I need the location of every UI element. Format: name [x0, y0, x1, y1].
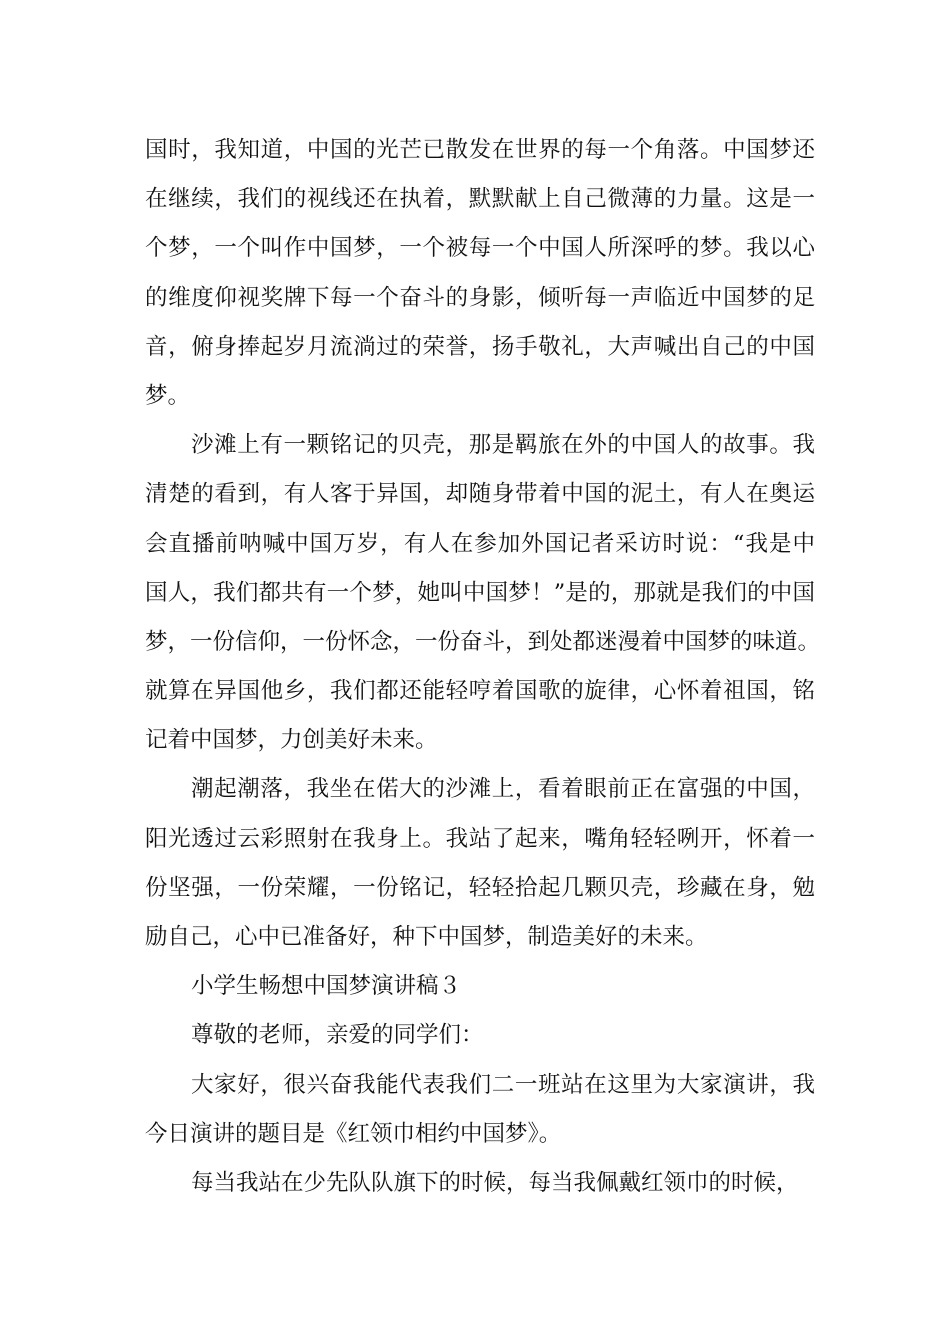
- paragraph-6: [145, 1061, 815, 1159]
- paragraph-2: [145, 421, 821, 765]
- paragraph-1: [145, 126, 815, 421]
- text-line: 梦，一份信仰，一份怀念，一份奋斗，到处都迷漫着中国梦的味道。: [145, 628, 821, 655]
- text-line: 尊敬的老师，亲爱的同学们：: [191, 1022, 484, 1049]
- text-line: 份坚强，一份荣耀，一份铭记，轻轻拾起几颗贝壳，珍藏在身，勉: [145, 874, 815, 901]
- text-line: 音，俯身捧起岁月流淌过的荣誉，扬手敬礼，大声喊出自己的中国: [145, 333, 815, 360]
- text-line: 记着中国梦，力创美好未来。: [145, 727, 438, 754]
- text-line: 潮起潮落，我坐在偌大的沙滩上，看着眼前正在富强的中国，: [191, 776, 815, 803]
- text-line: 今日演讲的题目是《红领巾相约中国梦》。: [145, 1120, 562, 1147]
- text-line: 小学生畅想中国梦演讲稿３: [191, 973, 462, 1000]
- paragraph-7: [145, 1159, 815, 1208]
- document-body: [145, 126, 821, 1208]
- text-line: 在继续，我们的视线还在执着，默默献上自己微薄的力量。这是一: [145, 186, 815, 213]
- text-line: 就算在异国他乡，我们都还能轻哼着国歌的旋律，心怀着祖国，铭: [145, 678, 815, 705]
- text-line: 的维度仰视奖牌下每一个奋斗的身影，倾听每一声临近中国梦的足: [145, 284, 815, 311]
- text-line: 励自己，心中已准备好，种下中国梦，制造美好的未来。: [145, 924, 708, 950]
- text-line: 沙滩上有一颗铭记的贝壳，那是羁旅在外的中国人的故事。我: [191, 432, 815, 459]
- text-line: 会直播前呐喊中国万岁，有人在参加外国记者采访时说：“我是中: [145, 530, 815, 557]
- text-line: 国时，我知道，中国的光芒已散发在世界的每一个角落。中国梦还: [145, 137, 815, 163]
- text-line: 个梦，一个叫作中国梦，一个被每一个中国人所深呼的梦。我以心: [145, 235, 815, 262]
- section-title: [145, 962, 815, 1011]
- paragraph-3: [145, 765, 815, 962]
- text-line: 大家好，很兴奋我能代表我们二一班站在这里为大家演讲，我: [191, 1071, 815, 1098]
- text-line: 清楚的看到，有人客于异国，却随身带着中国的泥土，有人在奥运: [145, 481, 815, 508]
- salutation: [145, 1011, 815, 1060]
- text-line: 每当我站在少先队队旗下的时候，每当我佩戴红领巾的时候，: [191, 1169, 799, 1196]
- text-line: 国人，我们都共有一个梦，她叫中国梦！”是的，那就是我们的中国: [145, 579, 815, 606]
- text-line: 阳光透过云彩照射在我身上。我站了起来，嘴角轻轻咧开，怀着一: [145, 825, 815, 852]
- text-line: 梦。: [145, 382, 191, 409]
